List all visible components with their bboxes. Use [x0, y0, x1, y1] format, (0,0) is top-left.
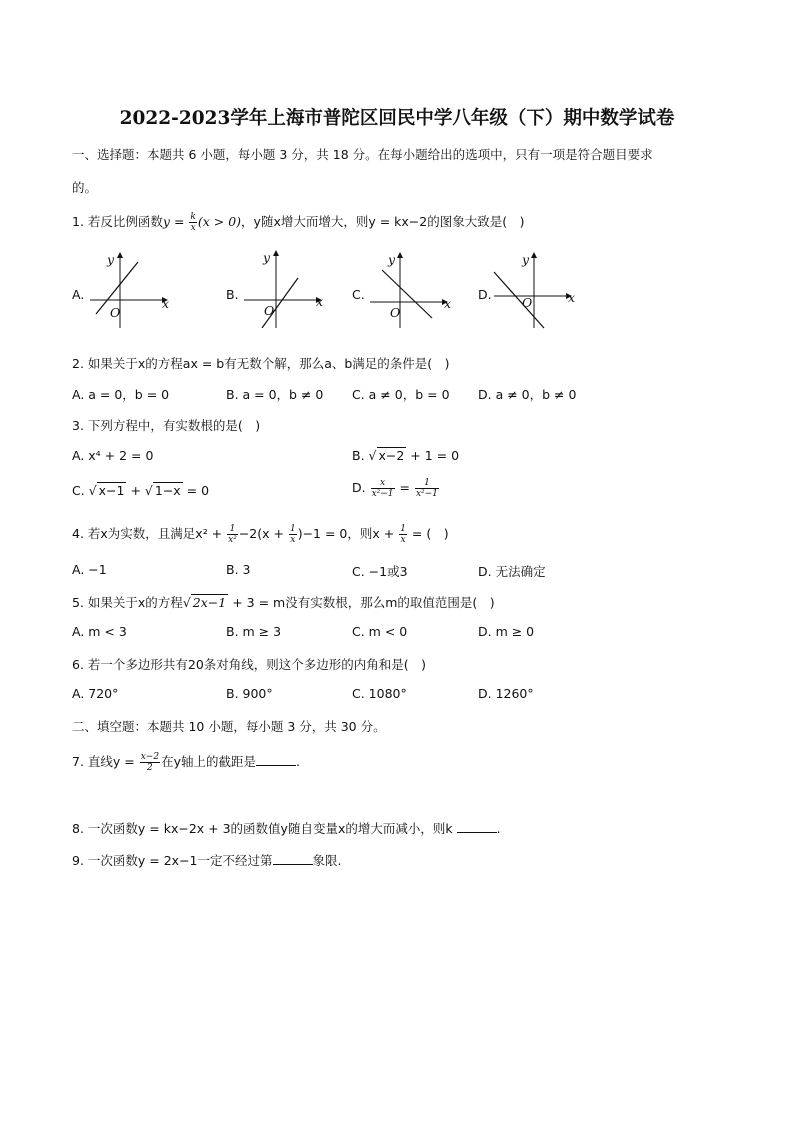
q8-answer-blank [457, 820, 497, 833]
question-3: 3. 下列方程中，有实数根的是( ) [72, 418, 261, 433]
q3-option-d: D. $\frac{x}{\text{x²−1}}$ = $\frac{1}{\text{x²−1}}$ [352, 478, 438, 499]
question-6: 6. 若一个多边形共有20条对角线，则这个多边形的内角和是( ) [72, 657, 427, 672]
q1-graph-c [366, 250, 456, 330]
q9-answer-blank [273, 852, 313, 865]
q5-option-c: C. m < 0 [352, 624, 408, 639]
q2-option-a: A. a = 0，b = 0 [72, 387, 170, 402]
q4-option-a: A. −1 [72, 562, 107, 577]
q2-option-c: C. a ≠ 0，b = 0 [352, 387, 450, 402]
question-7: 7. 直线y = $\frac{x-2}{2}$ 在y轴上的截距是 . [72, 752, 300, 773]
section1-heading-line1: 一、选择题：本题共 6 小题，每小题 3 分，共 18 分。在每小题给出的选项中，只有一项是符合题目要求 [72, 147, 653, 162]
question-8: 8. 一次函数y = kx−2x + 3的函数值y随自变量x的增大而减小，则k . [72, 821, 501, 836]
q3-option-a: A. x⁴ + 2 = 0 [72, 448, 154, 463]
q1-option-b-label: B. [226, 287, 239, 302]
q1b-x-label: x [316, 294, 324, 309]
q1a-y-label: y [107, 252, 115, 267]
q4-option-d: D. 无法确定 [478, 564, 546, 579]
q4-option-b: B. 3 [226, 562, 251, 577]
q1a-origin-label: O [110, 305, 121, 320]
question-9: 9. 一次函数y = 2x−1一定不经过第 象限. [72, 853, 342, 868]
q5-option-b: B. m ≥ 3 [226, 624, 282, 639]
section1-heading-line2: 的。 [72, 180, 98, 195]
q1c-origin-label: O [390, 305, 401, 320]
q5-option-a: A. m < 3 [72, 624, 127, 639]
q1a-x-label: x [162, 296, 170, 311]
q6-option-d: D. 1260° [478, 686, 534, 701]
page-title: 2022-2023学年上海市普陀区回民中学八年级（下）期中数学试卷 [119, 108, 675, 129]
q2-option-b: B. a = 0，b ≠ 0 [226, 387, 324, 402]
q1-option-d-label: D. [478, 287, 492, 302]
q1-prefix: 1. 若反比例函数 [72, 214, 163, 229]
q1b-y-label: y [263, 250, 271, 265]
q1c-y-label: y [388, 252, 396, 267]
q1-graph-a [86, 250, 176, 330]
q1c-x-label: x [444, 296, 452, 311]
q1b-origin-label: O [264, 303, 275, 318]
q3-option-b: B. √ x−2 + 1 = 0 [352, 448, 460, 463]
q6-option-a: A. 720° [72, 686, 119, 701]
q5-option-d: D. m ≥ 0 [478, 624, 535, 639]
q6-option-b: B. 900° [226, 686, 273, 701]
q1-fraction: $\frac{k}{x}$ [190, 212, 196, 233]
q4-option-c: C. −1或3 [352, 564, 408, 579]
q1-option-c-label: C. [352, 287, 365, 302]
question-4: 4. 若x为实数，且满足x² + $\frac{1}{\text{x²}}$ −2(x + $\frac{1}{x}$ )−1 = 0，则x + $\frac{1}{x}$ = ( ) [72, 524, 449, 545]
section2-heading: 二、填空题：本题共 10 小题，每小题 3 分，共 30 分。 [72, 719, 386, 734]
q1d-origin-label: O [522, 295, 533, 310]
q1d-y-label: y [522, 252, 530, 267]
q1-graph-b [240, 248, 330, 328]
q6-option-c: C. 1080° [352, 686, 407, 701]
q1d-x-label: x [568, 290, 576, 305]
q1-mid: ，y随x增大而增大，则y = kx−2的图象大致是( ) [241, 214, 525, 229]
q7-answer-blank [256, 753, 296, 766]
q1-graph-d [490, 250, 580, 330]
q2-option-d: D. a ≠ 0，b ≠ 0 [478, 387, 577, 402]
q1-option-a-label: A. [72, 287, 85, 302]
question-5: 5. 如果关于x的方程√ 2x−1 + 3 = m没有实数根，那么m的取值范围是( ) [72, 595, 495, 610]
q1-condition: (x > 0) [197, 214, 242, 229]
question-2: 2. 如果关于x的方程ax = b有无数个解，那么a、b满足的条件是( ) [72, 356, 450, 371]
q3-option-c: C. √ x−1 + √ 1−x = 0 [72, 483, 210, 498]
question-1: 1. 若反比例函数y = $\frac{k}{x}$ (x > 0)，y随x增大而增大，则y = kx−2的图象大致是( ) [72, 212, 525, 233]
